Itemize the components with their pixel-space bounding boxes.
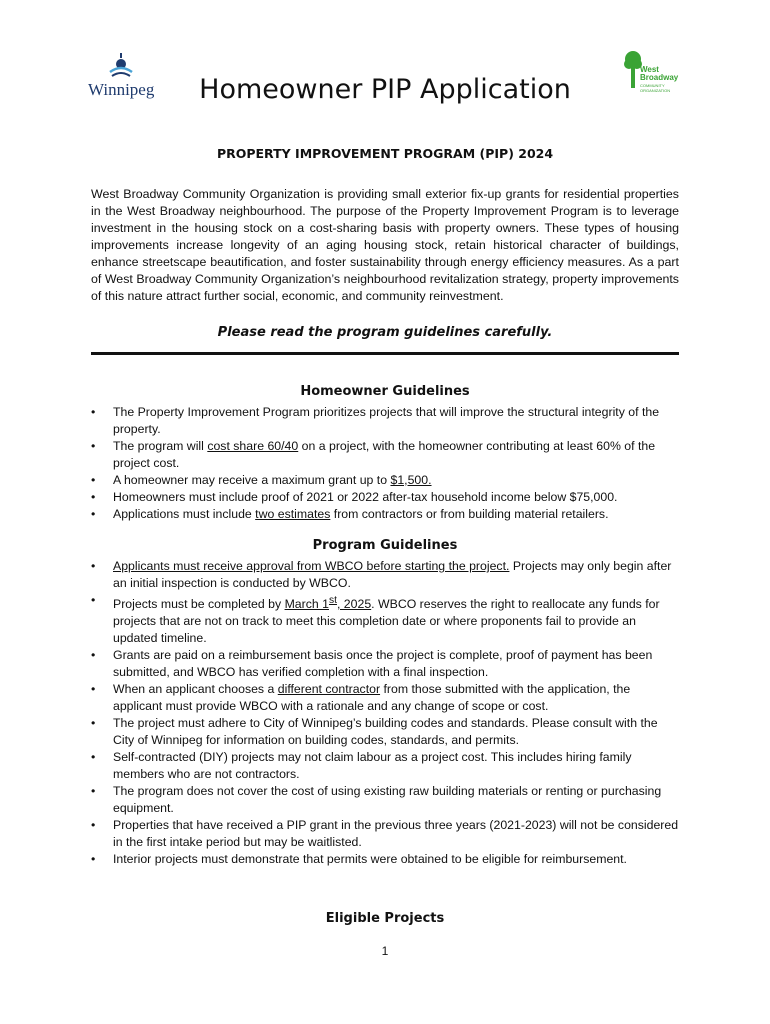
underlined-text: , 2025 bbox=[336, 597, 372, 612]
program-guidelines-heading: Program Guidelines bbox=[312, 538, 458, 553]
bullet-icon: • bbox=[91, 784, 96, 799]
list-item-text: Interior projects must demonstrate that permits were obtained to be eligible for reimbursement. bbox=[113, 852, 627, 867]
bullet-icon: • bbox=[91, 716, 96, 731]
list-item bbox=[91, 438, 681, 472]
underlined-text: March 1 bbox=[284, 597, 329, 612]
west-broadway-subtext: COMMUNITY ORGANIZATION bbox=[640, 83, 671, 93]
bullet-icon: • bbox=[91, 852, 96, 867]
list-item-text: The program does not cover the cost of using existing raw building materials or renting or purchasing equipment. bbox=[113, 784, 662, 816]
list-item-text: Properties that have received a PIP grant in the previous three years (2021-2023) will not be considered in the first intake period but may be waitlisted. bbox=[113, 818, 679, 850]
list-item-text: Applications must include bbox=[113, 507, 256, 521]
bullet-icon: • bbox=[91, 405, 96, 419]
bullet-icon: • bbox=[91, 593, 96, 607]
list-item-text: on a project, with the homeowner contributing at least 60% of the project cost. bbox=[113, 439, 656, 470]
list-item bbox=[91, 489, 681, 506]
list-item-text: A homeowner may receive a maximum grant up to bbox=[113, 473, 391, 487]
list-item-text: from those submitted with the application, the applicant must provide WBCO with a rationale and any change of scope or cost. bbox=[113, 682, 631, 714]
bullet-icon: • bbox=[91, 439, 96, 453]
homeowner-guidelines-list bbox=[91, 404, 681, 523]
list-item-text: The program will bbox=[113, 439, 208, 453]
list-item-text: The Property Improvement Program prioritizes projects that will improve the structural integrity of the property. bbox=[113, 405, 660, 436]
bullet-icon: • bbox=[91, 559, 96, 573]
list-item-text: Grants are paid on a reimbursement basis once the project is complete, proof of payment has been submitted, and WBCO has verified completion with a final inspection. bbox=[113, 648, 653, 680]
list-item-text: Projects may only begin after an initial inspection is conducted by WBCO. bbox=[113, 559, 672, 590]
list-item-text: . WBCO reserves the right to reallocate any funds for projects that are not on track to meet this completion date or where proponents fail to provide an updated timeline. bbox=[113, 597, 660, 646]
list-item-text: Homeowners must include proof of 2021 or 2022 after-tax household income below $75,000. bbox=[113, 490, 618, 504]
list-item bbox=[91, 404, 681, 438]
list-item bbox=[91, 681, 681, 715]
list-item-text: Self-contracted (DIY) projects may not claim labour as a project cost. This includes hiring family members who are not contractors. bbox=[113, 750, 632, 782]
winnipeg-wordmark: Winnipeg bbox=[88, 80, 155, 99]
list-item-text: When an applicant chooses a bbox=[113, 682, 278, 697]
divider-line bbox=[91, 352, 679, 355]
underlined-text: $1,500. bbox=[390, 473, 432, 487]
list-item bbox=[91, 647, 681, 681]
list-item-text: The project must adhere to City of Winnipeg’s building codes and standards. Please consult with the City of Winnipeg for information on building codes, standards, and permits. bbox=[113, 716, 658, 748]
program-subtitle: PROPERTY IMPROVEMENT PROGRAM (PIP) 2024 bbox=[216, 146, 554, 161]
bullet-icon: • bbox=[91, 682, 96, 697]
list-item bbox=[91, 715, 681, 749]
bullet-icon: • bbox=[91, 750, 96, 765]
list-item bbox=[91, 749, 681, 783]
list-item bbox=[91, 851, 681, 868]
underlined-text: Applicants must receive approval from WBCO before starting the project. bbox=[113, 559, 510, 573]
eligible-projects-heading: Eligible Projects bbox=[325, 911, 445, 926]
underlined-text: two estimates bbox=[255, 507, 331, 521]
west-broadway-name: West Broadway bbox=[640, 65, 679, 82]
homeowner-guidelines-heading: Homeowner Guidelines bbox=[300, 384, 470, 399]
page-title: Homeowner PIP Application bbox=[199, 74, 571, 105]
list-item-text: Projects must be completed by bbox=[113, 597, 285, 612]
intro-paragraph: West Broadway Community Organization is providing small exterior fix-up grants for residential properties in the West Broadway neighbourhood. The purpose of the Property Improvement Program is to leverage investment in the housing stock on a cost-sharing basis with property owners. These types of housing improvements increase longevity of an aging housing stock, retain historical character of buildings, enhance streetscape beautification, and foster sustainability through energy efficiency measures. As a part of West Broadway Community Organization’s neighbourhood revitalization strategy, property improvements of this nature attract further social, economic, and community reinvestment. bbox=[91, 187, 679, 303]
list-item bbox=[91, 558, 681, 592]
list-item bbox=[91, 472, 681, 489]
list-item bbox=[91, 817, 681, 851]
list-item-text: from contractors or from building material retailers. bbox=[330, 507, 609, 521]
list-item bbox=[91, 592, 681, 647]
bullet-icon: • bbox=[91, 818, 96, 833]
underlined-text: different contractor bbox=[277, 682, 381, 697]
read-guidelines-note: Please read the program guidelines carefully. bbox=[217, 325, 553, 340]
page-number: 1 bbox=[381, 944, 389, 958]
bullet-icon: • bbox=[91, 507, 96, 521]
bullet-icon: • bbox=[91, 473, 96, 487]
list-item bbox=[91, 506, 681, 523]
bullet-icon: • bbox=[91, 490, 96, 504]
bullet-icon: • bbox=[91, 648, 96, 663]
program-guidelines-list bbox=[91, 558, 681, 868]
list-item bbox=[91, 783, 681, 817]
superscript-text: st bbox=[328, 595, 337, 606]
underlined-text: cost share 60/40 bbox=[207, 439, 299, 453]
